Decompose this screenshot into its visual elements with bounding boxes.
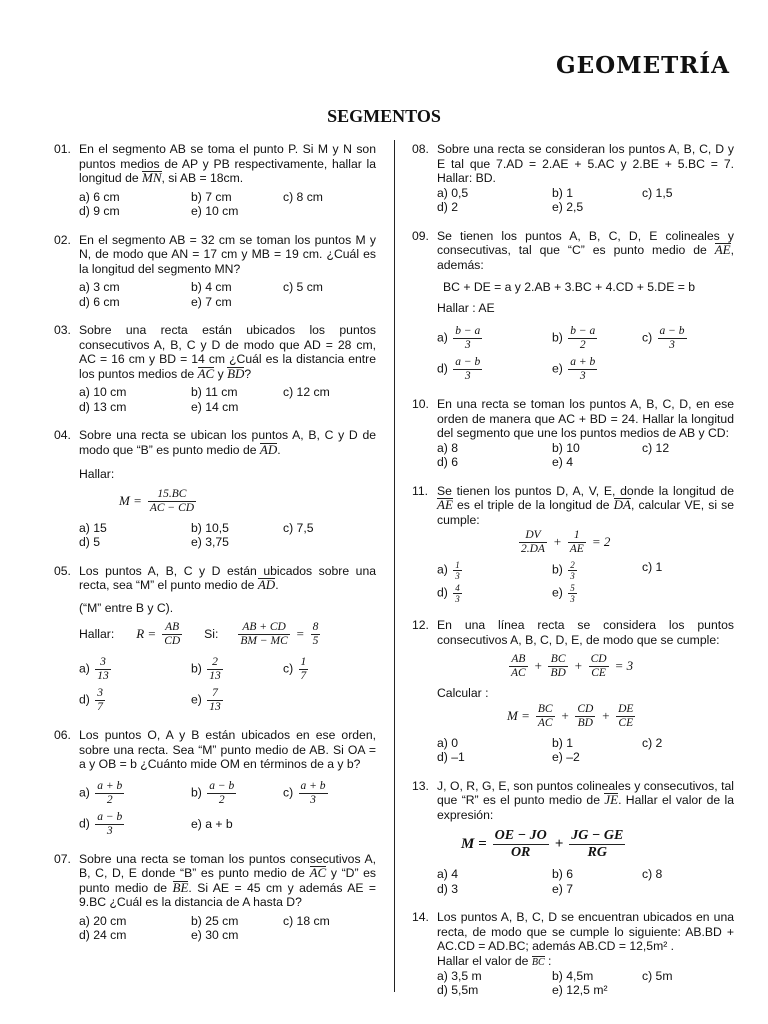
denominator: 2.DA xyxy=(521,543,545,555)
option-d[interactable]: d) –1 xyxy=(437,750,465,764)
question-text: Los puntos O, A y B están ubicados en ese orden, sobre una recta. Sea “M” punto medio de AB. Si OA = a y OB = b ¿Cuánto mide OM en términos de a y b? xyxy=(79,728,376,771)
options xyxy=(79,190,376,219)
options xyxy=(437,186,734,215)
option-d[interactable]: d) 3 xyxy=(437,881,459,896)
question-number: 01. xyxy=(54,142,71,156)
option-c[interactable]: c) 7,5 xyxy=(283,520,314,535)
option-b[interactable]: b) 11 cm xyxy=(191,385,238,399)
question-text: En una recta se toman los puntos A, B, C, D, en ese orden de manera que AC + BD = 24. Hallar la longitud del segmento que une los puntos medios de AB y CD: xyxy=(437,397,734,440)
segment-label: AC xyxy=(197,365,215,381)
question-text: Se tienen los puntos A, B, C, D, E colineales y consecutivas, tal que “C” es punto medio de xyxy=(437,228,734,257)
hallar-label: Hallar: xyxy=(79,627,115,642)
option-a[interactable]: a) 6 cm xyxy=(79,189,120,204)
option-c[interactable]: c) 8 cm xyxy=(283,189,323,204)
equation: BC + DE = a y 2.AB + 3.BC + 4.CD + 5.DE = b xyxy=(443,280,695,294)
option-a[interactable]: a) $\frac{a + b}{2}$ xyxy=(79,779,123,806)
page-title: SEGMENTOS xyxy=(327,106,441,126)
option-b[interactable]: b) $\frac{2}{3}$ xyxy=(552,560,575,581)
option-a[interactable]: a) 0,5 xyxy=(437,185,469,200)
option-a[interactable]: a) 0 xyxy=(437,735,459,750)
formula-row xyxy=(79,621,376,648)
options xyxy=(79,385,376,414)
option-d[interactable]: d) 5,5m xyxy=(437,983,479,997)
question-02 xyxy=(54,233,376,310)
hallar-label: Hallar: xyxy=(79,467,115,481)
option-c[interactable]: c) 2 xyxy=(642,735,663,750)
plus: + xyxy=(552,534,562,550)
option-b[interactable]: b) 10,5 xyxy=(191,520,229,535)
question-text: . Si AE = 45 cm y además AE = 9.BC ¿Cuál es la distancia de A hasta D? xyxy=(79,880,376,909)
option-e[interactable]: e) a + b xyxy=(191,816,233,831)
option-b[interactable]: b) $\frac{b - a}{2}$ xyxy=(552,325,596,351)
numerator: 15.BC xyxy=(157,487,187,500)
option-b[interactable]: b) 1 xyxy=(552,735,574,750)
colon: : xyxy=(548,953,552,968)
segment-label: BD xyxy=(227,365,245,381)
question-text: , si AB = 18cm. xyxy=(161,171,244,185)
numerator: AB xyxy=(165,621,180,633)
option-e[interactable]: e) 30 cm xyxy=(191,928,239,942)
formula-condition: $\frac{AB}{AC}$ + $\frac{BC}{BD}$ + $\frac{CD}{CE}$ = 3 xyxy=(511,653,634,679)
question-04 xyxy=(54,428,376,550)
question-text: y “D” es punto medio de xyxy=(79,866,377,895)
segment-label: BE xyxy=(172,879,189,895)
option-a[interactable]: a) 4 xyxy=(437,867,459,881)
question-text: . Hallar el valor de la expresión: xyxy=(437,793,734,822)
option-a[interactable]: a) 3 cm xyxy=(79,280,120,294)
option-a[interactable]: a) $\frac{1}{3}$ xyxy=(437,560,460,581)
si-label: Si: xyxy=(204,627,219,642)
option-e[interactable]: e) 14 cm xyxy=(191,399,239,414)
segment-label: JE xyxy=(604,792,619,807)
question-text: En el segmento AB se toma el punto P. Si M y N son puntos medios de AP y PB respectivamente, hallar la longitud de xyxy=(79,142,376,185)
option-b[interactable]: b) 1 xyxy=(552,185,574,200)
option-c[interactable]: c) 5 cm xyxy=(283,280,323,294)
option-a[interactable]: a) 15 xyxy=(79,520,107,535)
options xyxy=(437,867,734,896)
option-d[interactable]: d) $\frac{3}{7}$ xyxy=(79,687,103,713)
option-a[interactable]: a) 3,5 m xyxy=(437,968,482,983)
formula-m: M = $\frac{BC}{AC}$ + $\frac{CD}{BD}$ + $\frac{DE}{CE}$ xyxy=(507,702,634,729)
option-e[interactable]: e) 4 xyxy=(552,455,574,469)
option-b[interactable]: b) 6 xyxy=(552,867,574,881)
question-number: 04. xyxy=(54,428,71,442)
question-number: 10. xyxy=(412,397,429,411)
formula-condition xyxy=(236,621,322,648)
option-c[interactable]: c) 12 xyxy=(642,440,670,455)
option-c[interactable]: c) 1,5 xyxy=(642,185,673,200)
segment-label: DA xyxy=(613,497,631,512)
right-column xyxy=(412,142,734,998)
question-text: En una línea recta se considera los puntos consecutivos A, B, C, D, E, de modo que se cumple: xyxy=(437,618,734,647)
option-b[interactable]: b) 25 cm xyxy=(191,913,239,928)
question-text: Los puntos A, B, C y D están ubicados sobre una recta, sea “M” el punto medio de xyxy=(79,563,376,592)
options xyxy=(79,780,376,838)
question-08 xyxy=(412,142,734,215)
question-text: , además: xyxy=(437,243,734,272)
formula xyxy=(517,529,734,556)
question-01 xyxy=(54,142,376,219)
option-d[interactable]: d) $\frac{a - b}{3}$ xyxy=(79,810,123,837)
question-05 xyxy=(54,564,376,715)
question-number: 12. xyxy=(412,618,429,632)
question-text: , calcular VE, si se cumple: xyxy=(437,498,735,527)
option-c[interactable]: c) $\frac{a + b}{3}$ xyxy=(283,779,326,806)
question-text: y xyxy=(217,366,224,381)
hallar-label: Hallar el valor de xyxy=(437,953,529,968)
denominator: BM − MC xyxy=(240,635,288,647)
option-e[interactable]: e) $\frac{a + b}{3}$ xyxy=(552,356,596,382)
numerator: AB + CD xyxy=(242,621,286,633)
option-e[interactable]: e) 3,75 xyxy=(191,535,229,549)
option-c[interactable]: c) $\frac{1}{7}$ xyxy=(283,656,307,682)
question-text: Sobre una recta se ubican los puntos A, B, C y D de modo que “B” es punto medio de xyxy=(79,428,376,457)
hallar-label: Hallar : AE xyxy=(437,300,495,315)
numerator: 1 xyxy=(573,529,580,541)
question-number: 14. xyxy=(412,910,429,924)
question-number: 02. xyxy=(54,232,71,247)
question-number: 07. xyxy=(54,851,71,866)
question-number: 05. xyxy=(54,563,71,578)
option-d[interactable]: d) $\frac{4}{3}$ xyxy=(437,583,460,604)
question-number: 11. xyxy=(412,483,429,498)
options xyxy=(79,914,376,943)
option-b[interactable]: b) 4 cm xyxy=(191,280,232,294)
option-b[interactable]: b) 10 xyxy=(552,440,580,455)
option-d[interactable]: d) 6 cm xyxy=(79,294,120,309)
options xyxy=(437,560,734,604)
option-e[interactable]: e) –2 xyxy=(552,750,580,764)
question-number: 08. xyxy=(412,142,429,156)
option-e[interactable]: e) 10 cm xyxy=(191,204,239,218)
option-c[interactable]: c) 18 cm xyxy=(283,913,330,928)
question-text: Los puntos A, B, C, D se encuentran ubicados en una recta, de modo que se cumple lo siguiente: AB.BD + AC.CD = AD.BC; además AB.CD = 12,5m² . xyxy=(437,910,734,953)
question-07 xyxy=(54,852,376,943)
left-column xyxy=(54,142,376,943)
brand-title: GEOMETRÍA xyxy=(555,52,730,79)
calcular-label: Calcular : xyxy=(437,686,489,700)
denominator: AC − CD xyxy=(149,501,195,514)
option-b[interactable]: b) $\frac{a - b}{2}$ xyxy=(191,779,235,806)
option-e[interactable]: e) $\frac{7}{13}$ xyxy=(191,687,221,713)
option-c[interactable]: c) 1 xyxy=(642,560,663,574)
question-09 xyxy=(412,229,734,384)
question-text: . xyxy=(275,578,279,592)
equals: = 2 xyxy=(591,534,611,550)
formula-lhs: R = xyxy=(136,626,157,642)
option-d[interactable]: d) 24 cm xyxy=(79,928,127,942)
option-d[interactable]: d) 6 xyxy=(437,455,459,469)
question-text: Sobre una recta están ubicados los puntos consecutivos A, B, C y D de modo que AD = 28 cm, AC = 16 cm y BD = 14 cm ¿Cuál es la distancia entre los puntos medios de xyxy=(79,323,376,381)
question-number: 03. xyxy=(54,323,71,337)
question-14 xyxy=(412,910,734,998)
question-number: 06. xyxy=(54,728,71,742)
segment-label: MN xyxy=(142,170,162,185)
question-note: (“M” entre B y C). xyxy=(79,600,174,615)
option-a[interactable]: a) 10 cm xyxy=(79,385,127,399)
option-c[interactable]: c) 5m xyxy=(642,968,673,983)
option-d[interactable]: d) 9 cm xyxy=(79,204,120,218)
options xyxy=(79,656,376,714)
options xyxy=(437,441,734,470)
question-text: ? xyxy=(244,366,252,381)
options xyxy=(79,521,376,550)
options xyxy=(437,325,734,383)
question-text: J, O, R, G, E, son puntos colineales y consecutivos, tal que “R” es el punto medio de xyxy=(437,778,734,807)
question-11 xyxy=(412,484,734,605)
question-text: es el triple de la longitud de xyxy=(456,498,610,512)
denominator: CD xyxy=(164,635,181,647)
option-d[interactable]: d) 2 xyxy=(437,200,459,214)
segment-label: AD xyxy=(257,577,276,592)
option-a[interactable]: a) $\frac{b - a}{3}$ xyxy=(437,325,481,351)
option-a[interactable]: a) 20 cm xyxy=(79,913,127,928)
segment-label: AD xyxy=(259,441,278,457)
question-text: Sobre una recta se consideran los puntos A, B, C, D y E tal que 7.AD = 2.AE + 5.AC y 2.BE + 5.BC = 7. Hallar: BD. xyxy=(437,142,734,185)
options xyxy=(79,280,376,309)
segment-label: BC xyxy=(531,956,545,968)
question-text: Sobre una recta se toman los puntos consecutivos A, B, C, D, E donde “B” es punto medio de xyxy=(79,851,376,880)
formula: M = $\frac{OE - JO}{OR}$ + $\frac{JG - GE}{RG}$ xyxy=(461,828,624,860)
option-e[interactable]: e) 12,5 m² xyxy=(552,983,608,997)
question-10 xyxy=(412,397,734,470)
option-a[interactable]: a) $\frac{3}{13}$ xyxy=(79,656,109,682)
question-06 xyxy=(54,728,376,838)
option-e[interactable]: e) $\frac{5}{3}$ xyxy=(552,583,575,604)
formula-lhs: M = xyxy=(119,492,142,508)
question-text: Se tienen los puntos D, A, V, E, donde la longitud de xyxy=(437,483,734,498)
question-text: En el segmento AB = 32 cm se toman los puntos M y N, de modo que AN = 17 cm y MB = 19 cm. ¿Cuál es la longitud del segmento MN? xyxy=(79,232,376,276)
fraction xyxy=(148,488,196,515)
options xyxy=(437,736,734,765)
option-b[interactable]: b) 7 cm xyxy=(191,189,232,204)
denominator: AE xyxy=(569,543,584,555)
numerator: 8 xyxy=(312,621,319,633)
formula xyxy=(119,488,376,515)
option-e[interactable]: e) 2,5 xyxy=(552,200,584,214)
question-03 xyxy=(54,323,376,414)
equals: = xyxy=(295,626,305,642)
option-d[interactable]: d) 13 cm xyxy=(79,399,127,414)
numerator: DV xyxy=(525,529,541,541)
option-c[interactable]: c) 8 xyxy=(642,867,663,881)
question-12 xyxy=(412,618,734,765)
column-divider xyxy=(394,140,395,992)
options xyxy=(437,969,734,998)
question-number: 13. xyxy=(412,778,429,793)
question-text: . xyxy=(277,442,281,457)
question-13 xyxy=(412,779,734,897)
option-b[interactable]: b) $\frac{2}{13}$ xyxy=(191,656,221,682)
formula-r xyxy=(136,621,184,648)
denominator: 5 xyxy=(312,635,319,647)
segment-label: AC xyxy=(309,865,327,880)
option-c[interactable]: c) 12 cm xyxy=(283,385,330,399)
option-d[interactable]: d) 5 xyxy=(79,535,101,549)
option-d[interactable]: d) $\frac{a - b}{3}$ xyxy=(437,356,481,382)
option-c[interactable]: c) $\frac{a - b}{3}$ xyxy=(642,325,685,351)
question-number: 09. xyxy=(412,228,429,243)
option-e[interactable]: e) 7 xyxy=(552,881,574,896)
segment-label: AE xyxy=(714,242,731,257)
option-e[interactable]: e) 7 cm xyxy=(191,294,232,309)
option-b[interactable]: b) 4,5m xyxy=(552,968,594,983)
segment-label: AE xyxy=(437,497,453,512)
option-a[interactable]: a) 8 xyxy=(437,440,459,455)
